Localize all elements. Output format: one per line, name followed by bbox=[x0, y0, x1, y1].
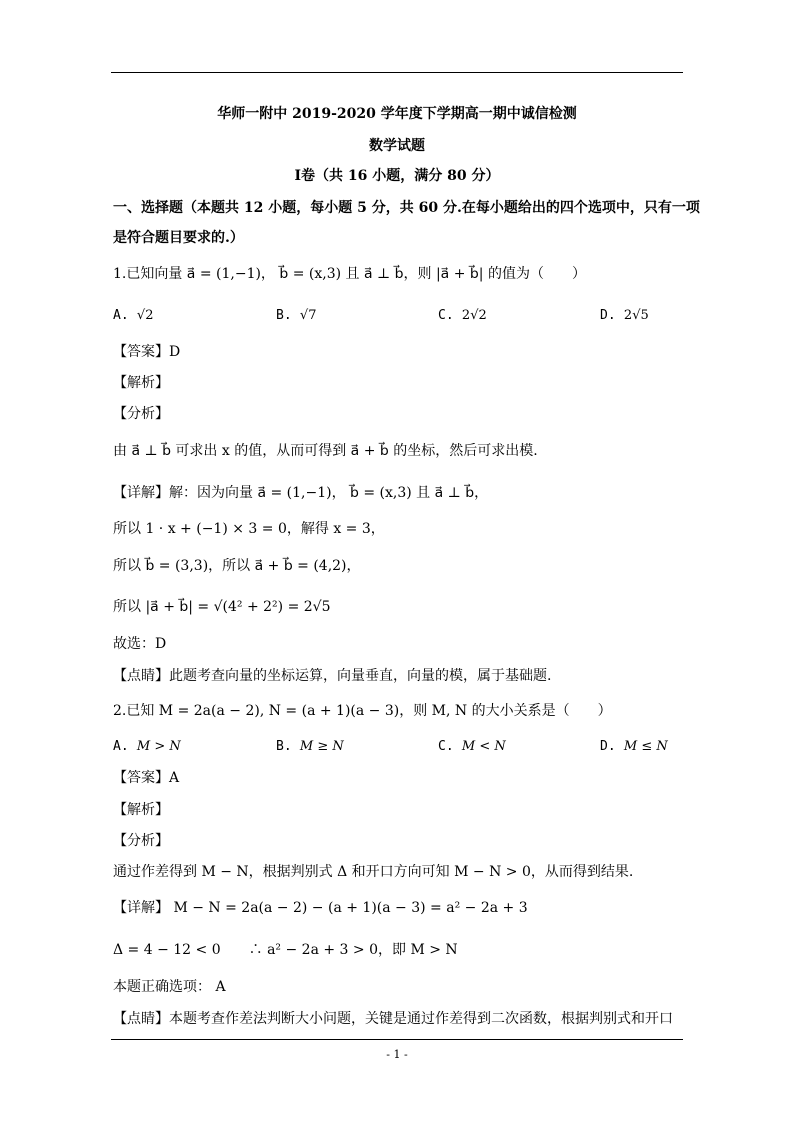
q2-option-d-label: D. bbox=[600, 739, 616, 754]
q1-choice: 故选：D bbox=[113, 636, 167, 652]
q2-option-b-label: B. bbox=[276, 739, 292, 754]
section-heading-line1: 一、选择题（本题共 12 小题，每小题 5 分，共 60 分.在每小题给出的四个选项中，只有一项 bbox=[113, 200, 700, 216]
q1-step1: 所以 1 · x + (−1) × 3 = 0，解得 x = 3， bbox=[113, 521, 385, 537]
q1-option-a-text: √2 bbox=[136, 308, 154, 323]
q1-option-a-label: A. bbox=[113, 308, 129, 323]
q2-step1: Δ = 4 − 12 < 0 ∴ a² − 2a + 3 > 0，即 M > N bbox=[113, 942, 458, 958]
q2-option-c-label: C. bbox=[438, 739, 454, 754]
q2-fenxi-tag: 【分析】 bbox=[113, 833, 169, 849]
exam-subtitle: 数学试题 bbox=[369, 138, 425, 154]
q2-option-a bbox=[113, 739, 181, 754]
q2-option-d-text: M ≤ N bbox=[623, 739, 668, 754]
q1-option-d bbox=[600, 308, 649, 323]
q2-stem: 2.已知 M = 2a(a − 2), N = (a + 1)(a − 3)，则 M, N 的大小关系是（ ） bbox=[113, 703, 612, 719]
q1-option-d-label: D. bbox=[600, 308, 616, 323]
q1-option-a bbox=[113, 308, 153, 323]
q1-detail: 【详解】解：因为向量 a⃗ = (1,−1)， b⃗ = (x,3) 且 a⃗ ⊥ b⃗， bbox=[113, 485, 489, 501]
q2-comment: 【点睛】本题考查作差法判断大小问题，关键是通过作差得到二次函数，根据判别式和开口 bbox=[113, 1011, 673, 1027]
q1-option-c-text: 2√2 bbox=[461, 308, 487, 323]
q2-analysis-tag: 【解析】 bbox=[113, 802, 169, 818]
q2-correct: 本题正确选项： A bbox=[113, 979, 226, 995]
q1-option-c bbox=[438, 308, 487, 323]
q1-fenxi-tag: 【分析】 bbox=[113, 406, 169, 422]
q1-option-d-text: 2√5 bbox=[623, 308, 649, 323]
q2-option-d bbox=[600, 739, 668, 754]
section-heading-line2: 是符合题目要求的.） bbox=[113, 230, 244, 246]
q2-option-a-text: M > N bbox=[136, 739, 181, 754]
q2-option-b-text: M ≥ N bbox=[299, 739, 344, 754]
exam-title: 华师一附中 2019-2020 学年度下学期高一期中诚信检测 bbox=[217, 106, 577, 122]
q2-option-b bbox=[276, 739, 344, 754]
q2-option-c bbox=[438, 739, 506, 754]
page-number: - 1 - bbox=[386, 1048, 408, 1061]
q2-fenxi: 通过作差得到 M − N，根据判别式 Δ 和开口方向可知 M − N > 0，从而得到结果. bbox=[113, 864, 634, 880]
q1-fenxi: 由 a⃗ ⊥ b⃗ 可求出 x 的值，从而可得到 a⃗ + b⃗ 的坐标，然后可求出模. bbox=[113, 443, 538, 459]
q2-answer: 【答案】A bbox=[113, 770, 180, 786]
q1-stem: 1.已知向量 a⃗ = (1,−1)， b⃗ = (x,3) 且 a⃗ ⊥ b⃗，则 |a⃗ + b⃗| 的值为（ ） bbox=[113, 266, 586, 282]
q1-step2: 所以 b⃗ = (3,3)，所以 a⃗ + b⃗ = (4,2)， bbox=[113, 558, 361, 574]
q2-option-a-label: A. bbox=[113, 739, 129, 754]
q1-option-b-text: √7 bbox=[299, 308, 317, 323]
bottom-rule bbox=[111, 1039, 683, 1040]
q2-detail: 【详解】 M − N = 2a(a − 2) − (a + 1)(a − 3) = a² − 2a + 3 bbox=[113, 900, 528, 916]
q1-comment: 【点睛】此题考查向量的坐标运算，向量垂直，向量的模，属于基础题. bbox=[113, 668, 552, 684]
q1-option-b bbox=[276, 308, 316, 323]
q2-option-c-text: M < N bbox=[461, 739, 506, 754]
q1-analysis-tag: 【解析】 bbox=[113, 375, 169, 391]
top-rule bbox=[111, 72, 683, 73]
volume-info: Ⅰ卷（共 16 小题，满分 80 分） bbox=[294, 168, 500, 184]
q1-step3: 所以 |a⃗ + b⃗| = √(4² + 2²) = 2√5 bbox=[113, 599, 331, 615]
q1-option-b-label: B. bbox=[276, 308, 292, 323]
q1-answer: 【答案】D bbox=[113, 344, 181, 360]
q1-option-c-label: C. bbox=[438, 308, 454, 323]
